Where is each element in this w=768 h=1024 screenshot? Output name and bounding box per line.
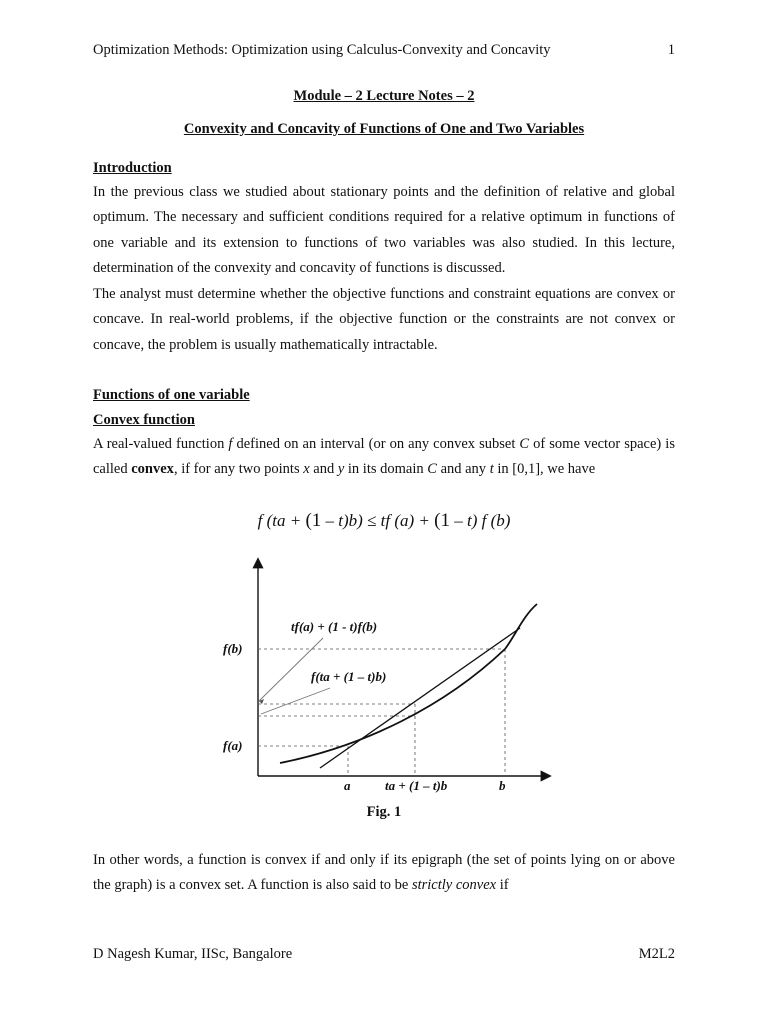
convexity-equation [93,510,675,532]
definition-term-convex: convex [131,461,174,478]
closing-paragraph [93,848,675,899]
label-a: a [344,778,351,793]
page-footer [93,946,675,963]
page-number: 1 [667,42,675,58]
equation-part: – t)b) ≤ tf (a) + [321,511,435,530]
definition-symbol-x: x [303,461,310,478]
term-strictly-convex: strictly convex [411,877,497,894]
definition-text: and [309,461,338,478]
definition-text: and any [436,461,490,478]
convex-definition-paragraph [93,432,675,483]
equation-part: – t) f (b) [449,511,511,530]
functions-one-variable-heading: Functions of one variable [93,387,250,403]
equation-part: (1 [434,510,450,531]
lecture-title: Convexity and Concavity of Functions of One and Two Variables [183,121,585,137]
label-chord: tf(a) + (1 - t)f(b) [291,619,378,634]
definition-symbol-f: f [228,436,233,452]
convex-function-heading: Convex function [93,412,195,428]
introduction-heading: Introduction [93,160,172,176]
definition-symbol-c: C [519,436,530,452]
equation-part: (1 [305,510,322,531]
definition-text: in its domain [344,461,428,478]
definition-text: in [0,1], we have [493,461,596,478]
equation-part: (ta + [262,511,306,530]
label-fb: f(b) [223,641,243,656]
curve-pointer [261,688,330,714]
footer-author: D Nagesh Kumar, IISc, Bangalore [93,946,293,962]
label-mid: ta + (1 – t)b [385,778,448,793]
introduction-paragraph-2: The analyst must determine whether the objective functions and constraint equations are convex or concave. In real-world problems, if the objective function or the constraints are not convex or concave, the problem is usually mathematically intractable. [93,286,675,353]
label-curve: f(ta + (1 – t)b) [311,669,387,684]
definition-text: , if for any two points [173,461,304,478]
label-fa: f(a) [223,738,243,753]
definition-symbol-y: y [337,461,345,478]
introduction-paragraph-1: In the previous class we studied about stationary points and the definition of relative and global optimum. The necessary and sufficient conditions required for a relative optimum in functions of one variable and its extension to functions of two variables was also studied. In this lecture, determination of the convexity and concavity of functions is discussed. [93,184,675,276]
definition-text: defined on an interval (or on any convex subset [232,436,520,452]
page-header [93,42,675,59]
header-title: Optimization Methods: Optimization using Calculus-Convexity and Concavity [93,42,551,58]
label-b: b [499,778,506,793]
convex-function-figure [215,556,555,796]
footer-code: M2L2 [638,946,675,962]
closing-text: In other words, a function is convex if and only if its epigraph (the set of points lying on or above the graph) is a convex set. A function is also said to be [93,852,675,894]
definition-symbol-c: C [427,461,437,478]
module-title: Module – 2 Lecture Notes – 2 [293,88,475,104]
definition-symbol-t: t [489,461,494,478]
figure-caption: Fig. 1 [366,804,402,820]
closing-text: if [496,877,509,894]
definition-text: A real-valued function [93,436,229,452]
equation-part: f [257,511,263,530]
definition-text: of some vector space) is called [93,436,675,478]
